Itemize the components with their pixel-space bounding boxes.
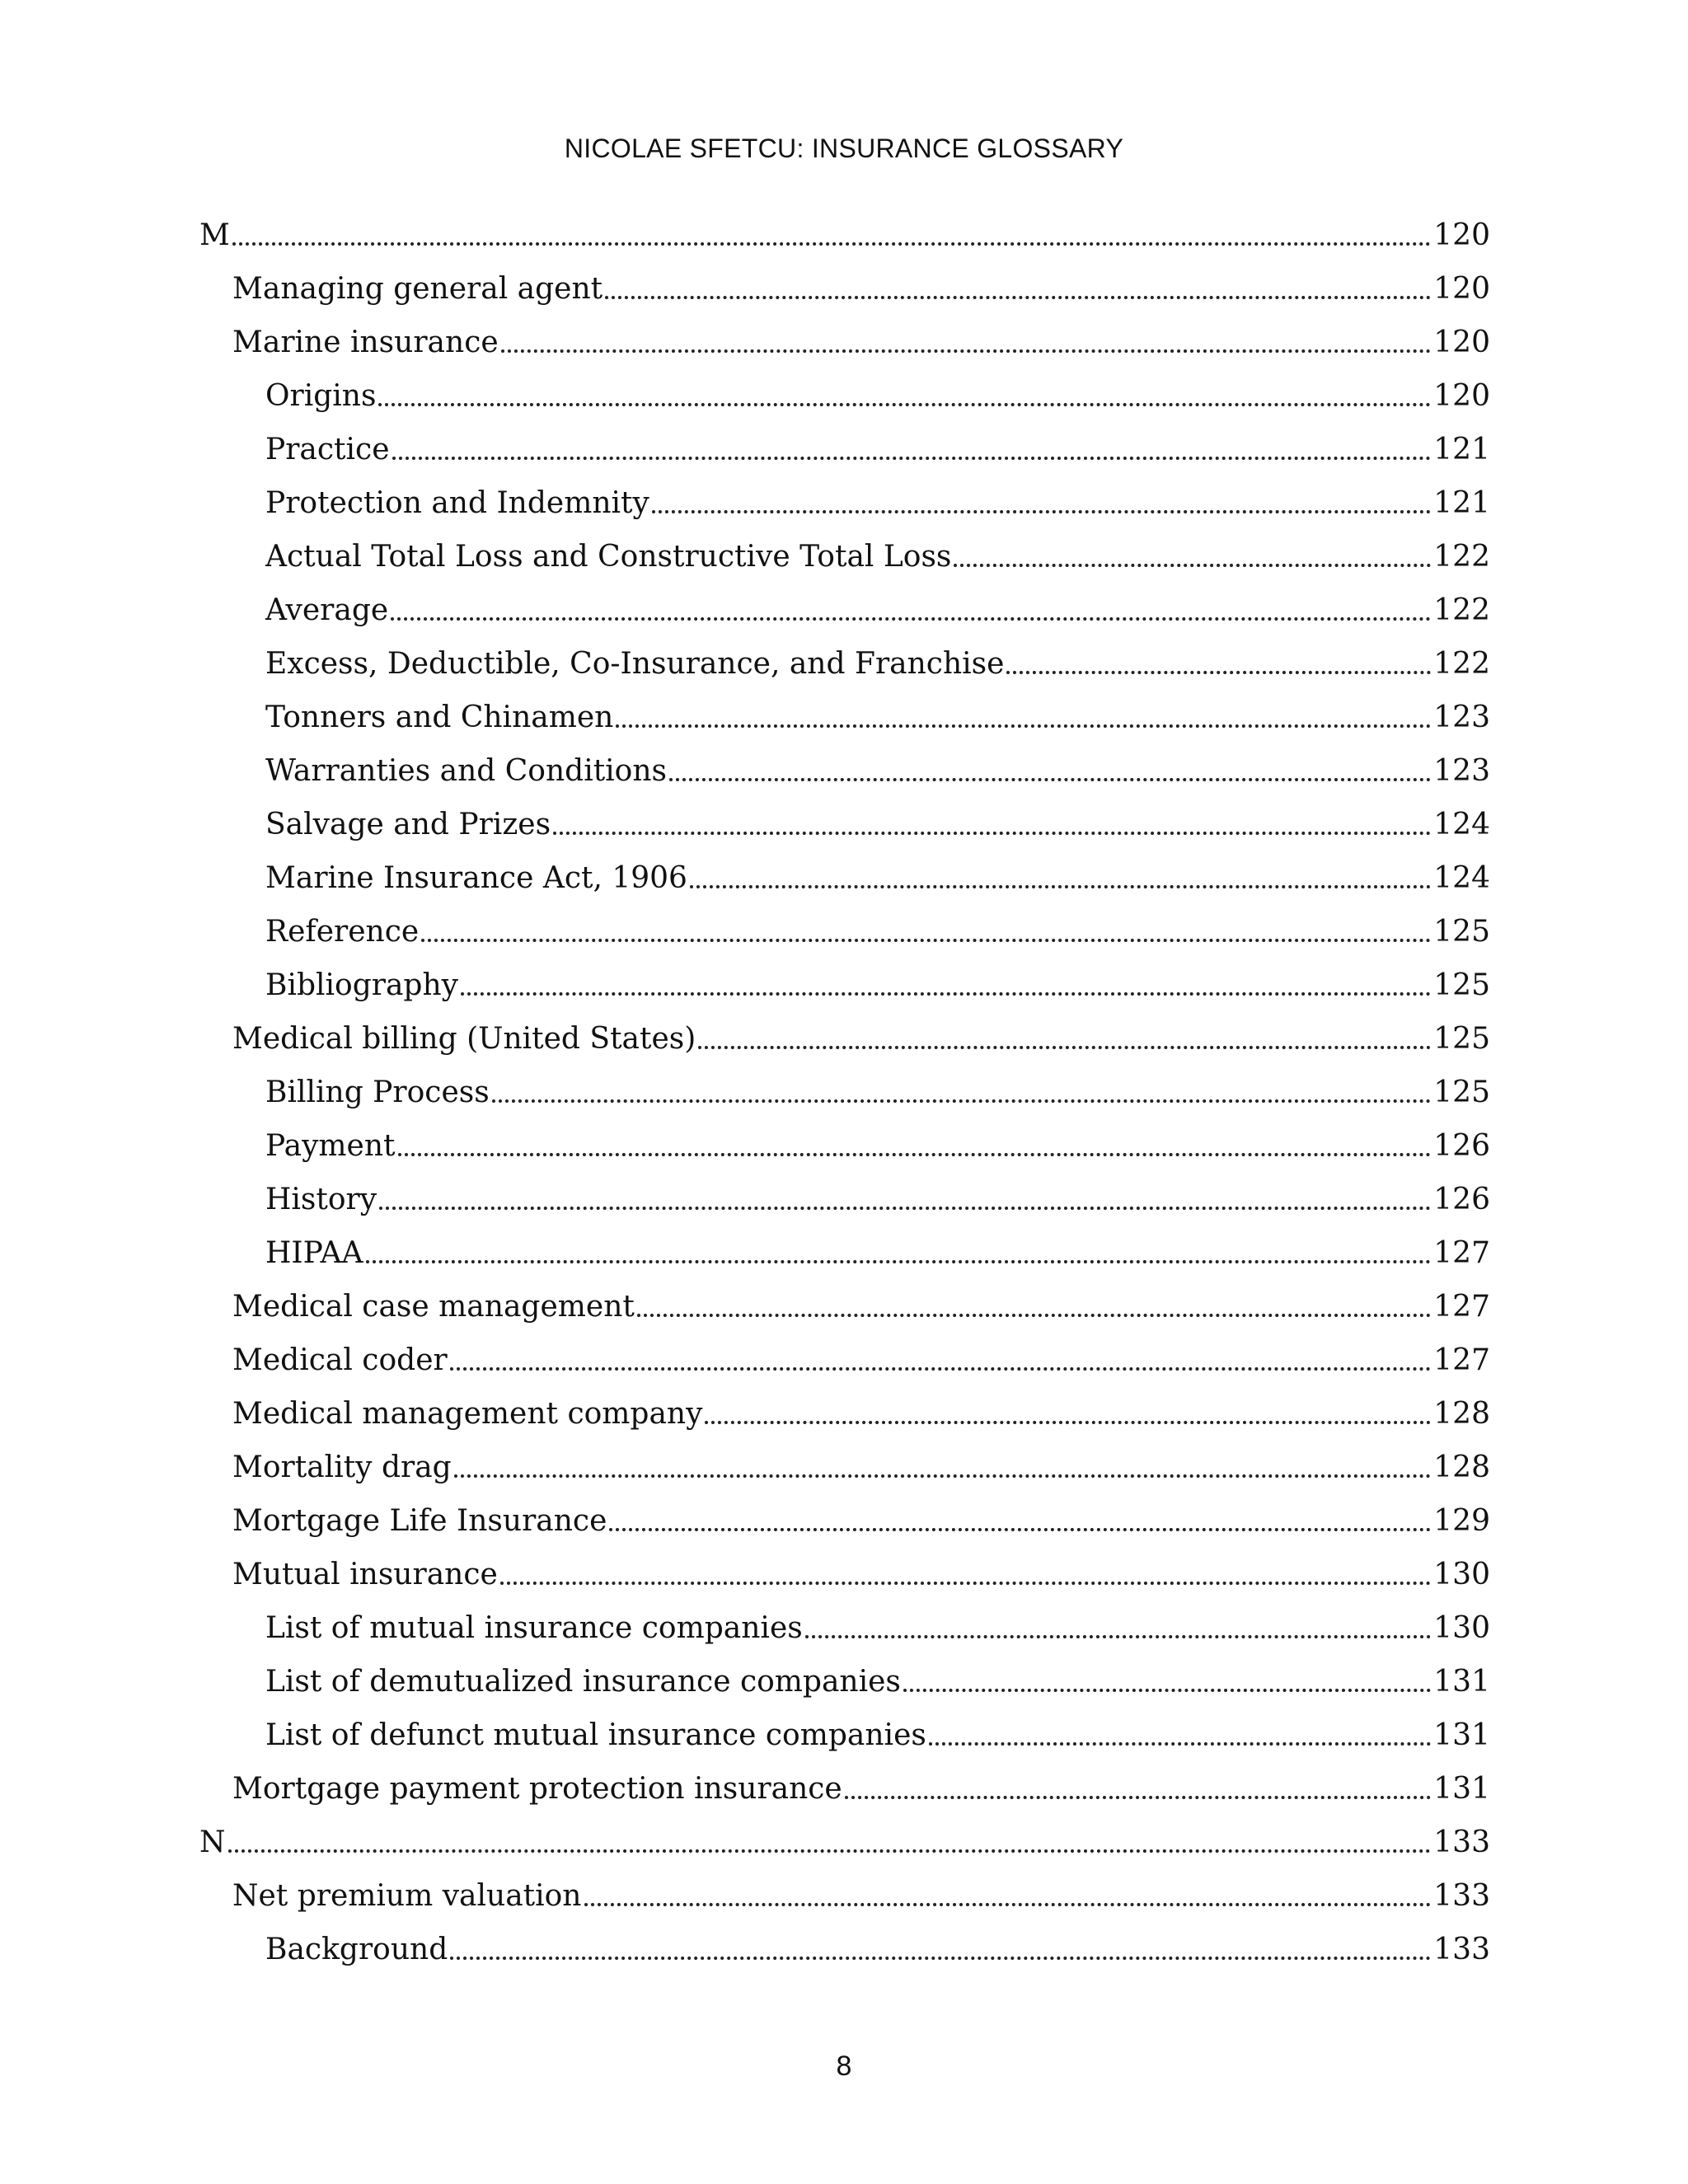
- toc-entry[interactable]: [199, 1488, 1490, 1541]
- toc-entry[interactable]: [199, 1648, 1490, 1702]
- toc-entry-title: Warranties and Conditions: [265, 754, 668, 788]
- toc-entry-page: 124: [1433, 808, 1490, 841]
- toc-entry-title: Background: [265, 1933, 448, 1966]
- toc-dot-leader: [954, 564, 1431, 567]
- toc-entry[interactable]: [199, 1809, 1490, 1863]
- toc-entry-page: 124: [1433, 861, 1490, 895]
- toc-entry-title: List of demutualized insurance companies: [265, 1665, 901, 1699]
- toc-entry-title: HIPAA: [265, 1236, 363, 1270]
- toc-entry[interactable]: [199, 952, 1490, 1005]
- toc-entry-page: 123: [1433, 754, 1490, 788]
- table-of-contents: [199, 202, 1490, 1970]
- running-header: NICOLAE SFETCU: INSURANCE GLOSSARY: [564, 134, 1124, 163]
- toc-entry[interactable]: [199, 845, 1490, 898]
- toc-entry-title: Average: [265, 593, 389, 627]
- toc-entry-page: 131: [1433, 1718, 1490, 1752]
- toc-entry[interactable]: [199, 684, 1490, 738]
- toc-dot-leader: [652, 510, 1431, 513]
- toc-entry[interactable]: [199, 1220, 1490, 1273]
- toc-dot-leader: [421, 939, 1431, 942]
- toc-entry[interactable]: [199, 523, 1490, 577]
- toc-entry-page: 123: [1433, 701, 1490, 734]
- toc-entry-page: 127: [1433, 1290, 1490, 1324]
- toc-entry-page: 127: [1433, 1343, 1490, 1377]
- toc-entry-page: 125: [1433, 1022, 1490, 1056]
- toc-entry-title: Net premium valuation: [232, 1879, 582, 1913]
- toc-entry[interactable]: [199, 630, 1490, 684]
- toc-entry-page: 133: [1433, 1879, 1490, 1913]
- toc-dot-leader: [501, 349, 1432, 353]
- toc-dot-leader: [637, 1314, 1431, 1317]
- toc-entry-title: Medical management company: [232, 1397, 703, 1431]
- toc-dot-leader: [366, 1260, 1432, 1263]
- toc-entry-title: Excess, Deductible, Co-Insurance, and Franchise: [265, 647, 1005, 681]
- toc-dot-leader: [553, 832, 1431, 835]
- toc-entry[interactable]: [199, 791, 1490, 845]
- toc-entry-title: Origins: [265, 379, 377, 413]
- toc-entry-page: 131: [1433, 1772, 1490, 1806]
- toc-entry-page: 130: [1433, 1611, 1490, 1645]
- toc-dot-leader: [391, 617, 1431, 621]
- toc-entry-title: M: [199, 218, 230, 252]
- toc-entry-page: 120: [1433, 272, 1490, 306]
- toc-dot-leader: [454, 1474, 1432, 1478]
- toc-entry-title: Marine Insurance Act, 1906: [265, 861, 687, 895]
- toc-entry-title: List of defunct mutual insurance companies: [265, 1718, 926, 1752]
- toc-entry-title: Medical case management: [232, 1290, 635, 1324]
- toc-entry-title: Billing Process: [265, 1076, 490, 1109]
- toc-entry[interactable]: [199, 1541, 1490, 1595]
- toc-entry-page: 127: [1433, 1236, 1490, 1270]
- toc-entry[interactable]: [199, 309, 1490, 363]
- toc-entry[interactable]: [199, 1380, 1490, 1434]
- toc-dot-leader: [228, 1849, 1432, 1853]
- toc-entry-title: Mortality drag: [232, 1451, 452, 1484]
- toc-entry-title: Marine insurance: [232, 326, 499, 359]
- toc-dot-leader: [398, 1153, 1432, 1156]
- toc-dot-leader: [705, 1421, 1431, 1424]
- toc-entry-page: 125: [1433, 968, 1490, 1002]
- toc-entry-title: Bibliography: [265, 968, 458, 1002]
- toc-entry[interactable]: [199, 577, 1490, 630]
- toc-entry-page: 125: [1433, 1076, 1490, 1109]
- toc-entry-page: 121: [1433, 486, 1490, 520]
- toc-entry[interactable]: [199, 1327, 1490, 1380]
- toc-dot-leader: [805, 1635, 1432, 1638]
- toc-entry-page: 125: [1433, 915, 1490, 949]
- page-number: 8: [836, 2050, 852, 2082]
- toc-entry[interactable]: [199, 1059, 1490, 1113]
- toc-entry-title: Reference: [265, 915, 420, 949]
- toc-entry[interactable]: [199, 1166, 1490, 1220]
- toc-dot-leader: [929, 1742, 1431, 1746]
- toc-dot-leader: [605, 296, 1431, 299]
- toc-entry-page: 133: [1433, 1933, 1490, 1966]
- toc-dot-leader: [379, 1207, 1431, 1210]
- toc-entry-page: 121: [1433, 433, 1490, 466]
- toc-dot-leader: [903, 1689, 1431, 1692]
- toc-entry-title: Medical coder: [232, 1343, 448, 1377]
- toc-entry[interactable]: [199, 1702, 1490, 1755]
- toc-dot-leader: [461, 992, 1431, 996]
- toc-dot-leader: [450, 1957, 1431, 1960]
- toc-entry[interactable]: [199, 738, 1490, 791]
- toc-entry-title: Mutual insurance: [232, 1558, 498, 1591]
- toc-entry-title: Managing general agent: [232, 272, 603, 306]
- toc-entry-page: 129: [1433, 1504, 1490, 1538]
- toc-dot-leader: [609, 1528, 1431, 1531]
- toc-entry[interactable]: [199, 1113, 1490, 1166]
- toc-dot-leader: [392, 457, 1432, 460]
- toc-entry-title: List of mutual insurance companies: [265, 1611, 803, 1645]
- toc-entry-title: Practice: [265, 433, 390, 466]
- toc-dot-leader: [232, 242, 1431, 246]
- toc-entry-page: 130: [1433, 1558, 1490, 1591]
- toc-entry-page: 122: [1433, 647, 1490, 681]
- toc-dot-leader: [378, 403, 1431, 406]
- toc-entry-page: 128: [1433, 1451, 1490, 1484]
- toc-dot-leader: [845, 1796, 1432, 1799]
- toc-entry-page: 120: [1433, 218, 1490, 252]
- toc-entry-title: N: [199, 1825, 226, 1859]
- toc-dot-leader: [584, 1903, 1432, 1906]
- toc-dot-leader: [500, 1582, 1431, 1585]
- toc-entry[interactable]: [199, 898, 1490, 952]
- toc-entry[interactable]: [199, 1273, 1490, 1327]
- toc-dot-leader: [669, 778, 1431, 781]
- toc-entry-page: 126: [1433, 1129, 1490, 1163]
- toc-entry[interactable]: [199, 1595, 1490, 1648]
- toc-entry[interactable]: [199, 1755, 1490, 1809]
- toc-entry-title: Tonners and Chinamen: [265, 701, 614, 734]
- toc-entry-page: 128: [1433, 1397, 1490, 1431]
- toc-dot-leader: [616, 724, 1431, 728]
- toc-entry[interactable]: [199, 1005, 1490, 1059]
- toc-entry[interactable]: [199, 470, 1490, 523]
- toc-entry-title: Mortgage payment protection insurance: [232, 1772, 842, 1806]
- toc-entry[interactable]: [199, 1916, 1490, 1970]
- toc-entry[interactable]: [199, 1863, 1490, 1916]
- toc-dot-leader: [690, 885, 1431, 888]
- toc-entry-page: 122: [1433, 540, 1490, 574]
- toc-entry-title: Mortgage Life Insurance: [232, 1504, 607, 1538]
- toc-dot-leader: [698, 1046, 1431, 1049]
- toc-entry-page: 120: [1433, 379, 1490, 413]
- toc-entry-title: Actual Total Loss and Constructive Total Loss: [265, 540, 952, 574]
- toc-entry-title: Payment: [265, 1129, 396, 1163]
- toc-entry-title: Salvage and Prizes: [265, 808, 551, 841]
- toc-entry-page: 122: [1433, 593, 1490, 627]
- toc-entry[interactable]: [199, 255, 1490, 309]
- toc-entry-title: Medical billing (United States): [232, 1022, 696, 1056]
- toc-entry[interactable]: [199, 1434, 1490, 1488]
- toc-entry-page: 120: [1433, 326, 1490, 359]
- toc-entry[interactable]: [199, 363, 1490, 416]
- toc-entry[interactable]: [199, 416, 1490, 470]
- toc-entry-page: 126: [1433, 1183, 1490, 1216]
- toc-entry-title: History: [265, 1183, 377, 1216]
- toc-entry-page: 133: [1433, 1825, 1490, 1859]
- toc-dot-leader: [1006, 671, 1431, 674]
- toc-dot-leader: [450, 1367, 1432, 1371]
- toc-dot-leader: [492, 1099, 1432, 1103]
- toc-entry[interactable]: [199, 202, 1490, 255]
- toc-entry-page: 131: [1433, 1665, 1490, 1699]
- toc-entry-title: Protection and Indemnity: [265, 486, 649, 520]
